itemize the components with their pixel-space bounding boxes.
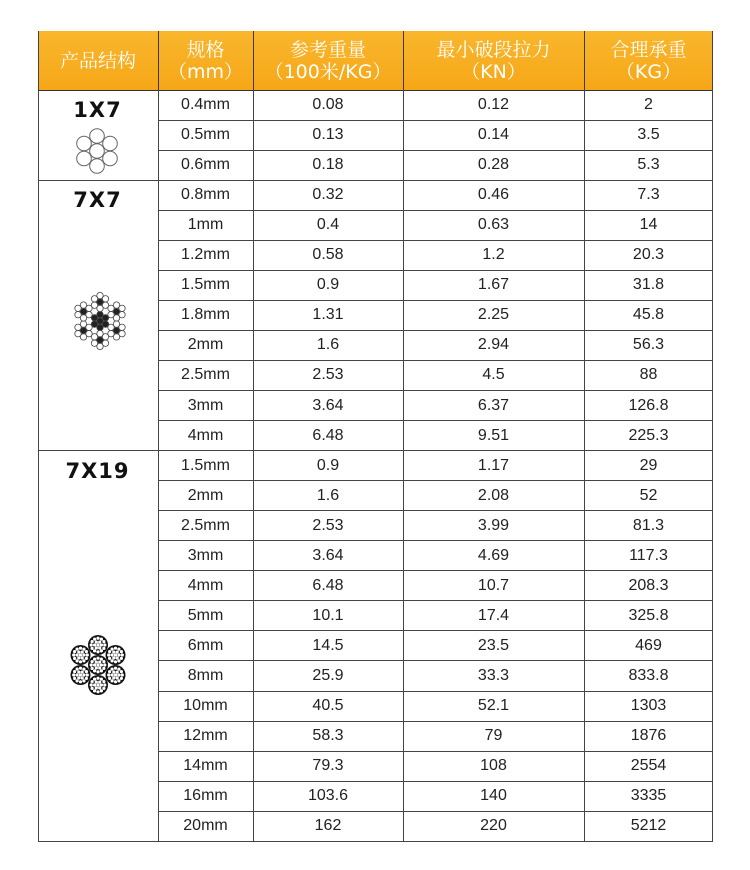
breaking-force-cell: 3.99 [477,516,510,534]
spec-cell: 0.8mm [181,186,230,204]
header-weight [253,31,403,90]
header-structure [38,31,158,90]
spec-cell: 1.8mm [181,306,230,324]
spec-cell: 12mm [183,727,228,745]
weight-cell: 2.53 [312,516,344,534]
load-cell: 117.3 [629,546,668,564]
weight-cell: 103.6 [307,787,349,805]
load-cell: 2 [644,96,653,114]
header-breaking-force-line2: （KN） [461,60,526,83]
load-cell: 52 [639,486,658,504]
load-cell: 45.8 [632,306,665,324]
header-load-line1: 合理承重 [610,38,687,61]
load-cell: 88 [639,366,658,384]
header-structure-line1: 产品结构 [59,49,136,72]
spec-cell: 0.6mm [181,156,230,174]
weight-cell: 6.48 [312,426,344,444]
breaking-force-cell: 140 [480,787,507,805]
spec-cell: 2.5mm [181,366,230,384]
load-cell: 5212 [630,817,667,835]
load-cell: 31.8 [632,276,665,294]
weight-cell: 3.64 [312,546,344,564]
header-breaking-force [403,31,584,90]
weight-cell: 6.48 [312,576,344,594]
weight-cell: 0.58 [312,246,344,264]
breaking-force-cell: 0.46 [477,186,510,204]
weight-cell: 1.31 [312,306,344,324]
weight-cell: 79.3 [312,757,344,775]
breaking-force-cell: 4.69 [477,546,510,564]
spec-cell: 1.5mm [181,456,230,474]
breaking-force-cell: 1.67 [477,276,510,294]
spec-cell: 3mm [187,396,224,414]
spec-cell: 16mm [183,787,228,805]
breaking-force-cell: 52.1 [477,697,510,715]
spec-cell: 4mm [187,576,224,594]
header-spec-line2: （mm） [167,60,244,83]
spec-cell: 4mm [187,426,224,444]
header-divider [158,31,159,90]
breaking-force-cell: 220 [480,817,507,835]
weight-cell: 1.6 [316,336,340,354]
breaking-force-cell: 1.2 [482,246,505,264]
load-cell: 208.3 [628,576,669,594]
weight-cell: 0.4 [316,216,340,234]
spec-cell: 2mm [187,486,224,504]
load-cell: 1303 [630,697,667,715]
spec-table [38,31,713,846]
table-border [38,31,39,841]
header-spec-line1: 规格 [186,38,225,61]
weight-cell: 0.18 [312,156,344,174]
breaking-force-cell: 4.5 [482,366,505,384]
spec-cell: 6mm [187,636,224,654]
header-load [584,31,713,90]
header-weight-line1: 参考重量 [289,38,366,61]
load-cell: 126.8 [628,396,669,414]
header-divider [253,31,254,90]
spec-cell: 1.2mm [181,246,230,264]
weight-cell: 0.13 [312,126,344,144]
weight-cell: 3.64 [312,396,344,414]
weight-cell: 1.6 [316,486,340,504]
load-cell: 20.3 [632,246,665,264]
header-divider [584,31,585,90]
header-load-line2: （KG） [615,60,682,83]
spec-cell: 5mm [187,606,224,624]
breaking-force-cell: 2.25 [477,306,510,324]
weight-cell: 162 [314,817,342,835]
7x7-rope-cross-section-icon [71,290,129,356]
breaking-force-cell: 10.7 [477,576,510,594]
breaking-force-cell: 0.14 [477,126,510,144]
load-cell: 469 [635,636,662,654]
weight-cell: 58.3 [312,727,344,745]
table-header [38,31,713,91]
load-cell: 3335 [630,787,667,805]
spec-cell: 20mm [183,817,228,835]
structure-label-7x19: 7X19 [65,458,130,483]
load-cell: 56.3 [632,336,665,354]
weight-cell: 0.32 [312,186,344,204]
spec-cell: 10mm [183,697,228,715]
header-divider [403,31,404,90]
group-divider [38,841,713,842]
spec-cell: 1mm [187,216,224,234]
spec-cell: 3mm [187,546,224,564]
breaking-force-cell: 17.4 [477,606,510,624]
weight-cell: 10.1 [312,606,344,624]
breaking-force-cell: 79 [484,727,503,745]
load-cell: 2554 [630,757,667,775]
breaking-force-cell: 0.12 [477,96,510,114]
breaking-force-cell: 2.94 [477,336,510,354]
header-weight-line2: （100米/KG） [264,60,392,83]
structure-label-7x7: 7X7 [73,188,122,213]
spec-cell: 8mm [187,666,224,684]
load-cell: 81.3 [632,516,665,534]
load-cell: 29 [639,456,658,474]
breaking-force-cell: 9.51 [477,426,510,444]
load-cell: 14 [639,216,658,234]
7x19-rope-cross-section-icon [67,633,129,701]
spec-cell: 14mm [183,757,228,775]
breaking-force-cell: 33.3 [477,666,510,684]
breaking-force-cell: 2.08 [477,486,510,504]
spec-cell: 1.5mm [181,276,230,294]
load-cell: 3.5 [637,126,660,144]
weight-cell: 14.5 [312,636,344,654]
breaking-force-cell: 6.37 [477,396,510,414]
header-breaking-force-line1: 最小破段拉力 [436,38,551,61]
spec-cell: 2mm [187,336,224,354]
weight-cell: 25.9 [312,666,344,684]
breaking-force-cell: 0.63 [477,216,510,234]
spec-cell: 0.5mm [181,126,230,144]
spec-cell: 0.4mm [181,96,230,114]
load-cell: 7.3 [637,186,660,204]
weight-cell: 0.9 [316,276,340,294]
breaking-force-cell: 23.5 [477,636,510,654]
1x7-strand-cross-section-icon [70,124,124,182]
load-cell: 5.3 [637,156,660,174]
breaking-force-cell: 108 [480,757,507,775]
spec-cell: 2.5mm [181,516,230,534]
load-cell: 325.8 [628,606,669,624]
breaking-force-cell: 1.17 [477,456,510,474]
breaking-force-cell: 0.28 [477,156,510,174]
load-cell: 833.8 [628,666,669,684]
weight-cell: 0.08 [312,96,344,114]
load-cell: 1876 [630,727,667,745]
load-cell: 225.3 [628,426,669,444]
structure-label-1x7: 1X7 [73,98,122,122]
weight-cell: 2.53 [312,366,344,384]
header-spec [158,31,253,90]
weight-cell: 0.9 [316,456,340,474]
weight-cell: 40.5 [312,697,344,715]
